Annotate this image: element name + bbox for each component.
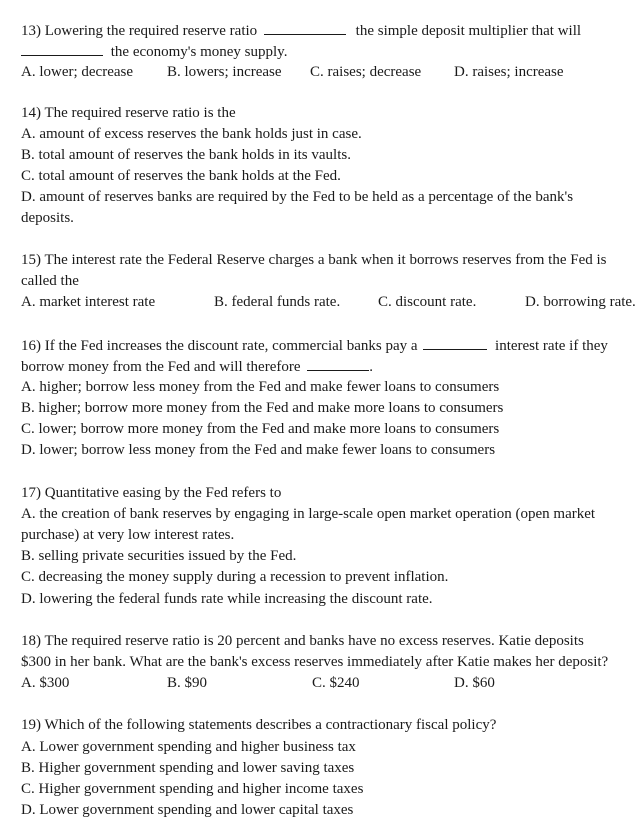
answer-blank	[423, 336, 487, 350]
q18-option-b: B. $90	[167, 675, 208, 691]
q14-option-d-cont: deposits.	[21, 210, 74, 226]
q17-option-d: D. lowering the federal funds rate while increasing the discount rate.	[21, 591, 433, 607]
q15-option-a: A. market interest rate	[21, 294, 156, 310]
q15-option-d: D. borrowing rate.	[525, 294, 636, 310]
q19-option-c: C. Higher government spending and higher income taxes	[21, 781, 364, 797]
q18-stem: 18) The required reserve ratio is 20 percent and banks have no excess reserves. Katie deposits	[21, 633, 584, 649]
q18-option-c: C. $240	[312, 675, 360, 691]
q18-option-d: D. $60	[454, 675, 495, 691]
q15-option-c: C. discount rate.	[378, 294, 477, 310]
q16-stem-b: interest rate if they	[495, 338, 608, 354]
q13-stem-line2	[21, 42, 287, 61]
answer-blank	[264, 21, 346, 35]
q17-option-b: B. selling private securities issued by the Fed.	[21, 548, 297, 564]
answer-blank	[21, 42, 103, 56]
q19-option-d: D. Lower government spending and lower capital taxes	[21, 802, 354, 818]
q17-stem: 17) Quantitative easing by the Fed refers to	[21, 485, 282, 501]
q14-option-a: A. amount of excess reserves the bank holds just in case.	[21, 126, 362, 142]
q13-option-c: C. raises; decrease	[310, 64, 422, 80]
q13-option-b: B. lowers; increase	[167, 64, 282, 80]
q15-stem-cont: called the	[21, 273, 79, 289]
q14-option-b: B. total amount of reserves the bank holds in its vaults.	[21, 147, 351, 163]
q16-stem-c: borrow money from the Fed and will therefore	[21, 359, 301, 375]
q14-option-d: D. amount of reserves banks are required by the Fed to be held as a percentage of the bank's	[21, 189, 574, 205]
q19-option-b: B. Higher government spending and lower saving taxes	[21, 760, 355, 776]
q13-stem-line1	[21, 21, 581, 40]
q13-stem-c: the economy's money supply.	[110, 44, 288, 60]
q19-option-a: A. Lower government spending and higher business tax	[21, 739, 356, 755]
q15-stem: 15) The interest rate the Federal Reserve charges a bank when it borrows reserves from the Fed is	[21, 252, 607, 268]
q16-option-d: D. lower; borrow less money from the Fed and make fewer loans to consumers	[21, 442, 496, 458]
q16-stem-a: 16) If the Fed increases the discount rate, commercial banks pay a	[21, 338, 418, 354]
q19-stem: 19) Which of the following statements describes a contractionary fiscal policy?	[21, 717, 497, 733]
q13-stem-b: the simple deposit multiplier that will	[355, 23, 582, 39]
q16-stem-line1	[21, 336, 608, 355]
q13-option-d: D. raises; increase	[454, 64, 564, 80]
q16-option-b: B. higher; borrow more money from the Fed and make more loans to consumers	[21, 400, 504, 416]
q17-option-a: A. the creation of bank reserves by engaging in large-scale open market operation (open market	[21, 506, 596, 522]
q14-stem: 14) The required reserve ratio is the	[21, 105, 236, 121]
q13-option-a: A. lower; decrease	[21, 64, 134, 80]
q15-option-b: B. federal funds rate.	[214, 294, 341, 310]
q18-stem-cont: $300 in her bank. What are the bank's excess reserves immediately after Katie makes her deposit?	[21, 654, 609, 670]
q16-stem-end: .	[369, 359, 373, 375]
answer-blank	[307, 357, 369, 371]
q16-option-c: C. lower; borrow more money from the Fed and make more loans to consumers	[21, 421, 500, 437]
q14-option-c: C. total amount of reserves the bank holds at the Fed.	[21, 168, 341, 184]
q17-option-c: C. decreasing the money supply during a recession to prevent inflation.	[21, 569, 449, 585]
q16-option-a: A. higher; borrow less money from the Fed and make fewer loans to consumers	[21, 379, 500, 395]
q18-option-a: A. $300	[21, 675, 70, 691]
q16-stem-line2	[21, 357, 373, 376]
q13-stem-a: 13) Lowering the required reserve ratio	[21, 23, 258, 39]
q17-option-a-cont: purchase) at very low interest rates.	[21, 527, 235, 543]
